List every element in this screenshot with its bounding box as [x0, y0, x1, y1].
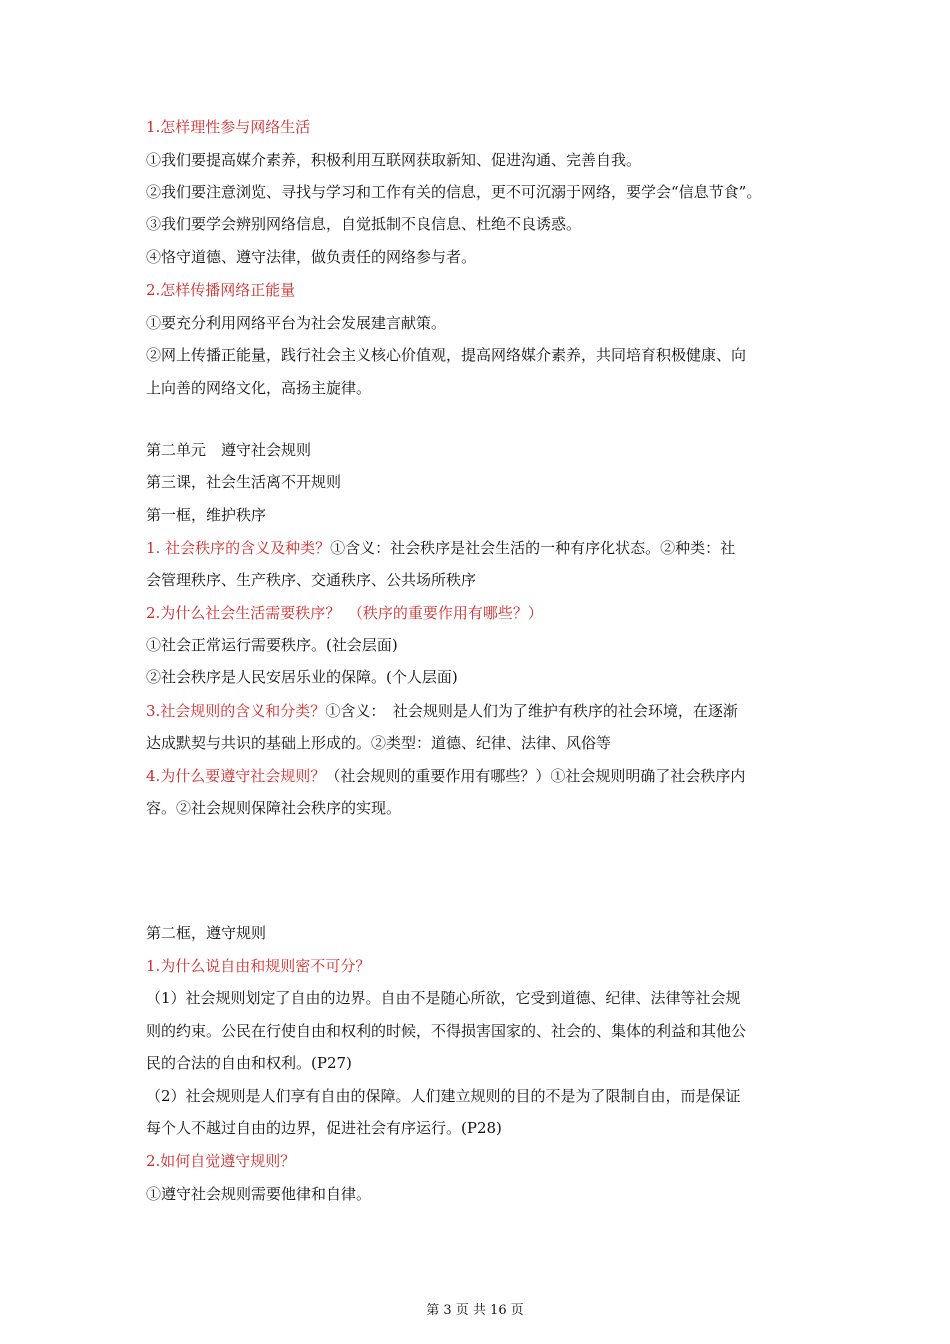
- frame-title: 第二框，遵守规则: [146, 924, 267, 942]
- question-heading: 2.如何自觉遵守规则？: [146, 1152, 296, 1170]
- paragraph-line: [146, 538, 826, 558]
- paragraph-line: ①我们要提高媒介素养，积极利用互联网获取新知、促进沟通、完善自我。: [146, 151, 642, 169]
- paragraph-line: ①要充分利用网络平台为社会发展建言献策。: [146, 314, 447, 332]
- paragraph-line: （2）社会规则是人们享有自由的保障。人们建立规则的目的不是为了限制自由，而是保证: [146, 1087, 741, 1105]
- paragraph-line: 民的合法的自由和权利。(P27): [146, 1054, 352, 1072]
- paragraph-line: 会管理秩序、生产秩序、交通秩序、公共场所秩序: [146, 571, 477, 589]
- question-heading: 2.为什么社会生活需要秩序？ （秩序的重要作用有哪些？）: [146, 604, 543, 622]
- paragraph-line: 每个人不越过自由的边界，促进社会有序运行。(P28): [146, 1119, 502, 1137]
- paragraph-line: ②社会秩序是人民安居乐业的保障。(个人层面): [146, 668, 458, 686]
- paragraph-line: ④恪守道德、遵守法律，做负责任的网络参与者。: [146, 248, 477, 266]
- paragraph-line: ①社会正常运行需要秩序。(社会层面): [146, 636, 398, 654]
- paragraph-line: ②网上传播正能量，践行社会主义核心价值观，提高网络媒介素养，共同培育积极健康、向: [146, 346, 747, 364]
- question-heading: 4.为什么要遵守社会规则？: [146, 767, 326, 785]
- question-heading: 1.为什么说自由和规则密不可分？: [146, 957, 371, 975]
- lesson-title: 第三课，社会生活离不开规则: [146, 473, 342, 491]
- frame-title: 第一框，维护秩序: [146, 506, 267, 524]
- paragraph-line: 达成默契与共识的基础上形成的。②类型：道德、纪律、法律、风俗等: [146, 734, 612, 752]
- paragraph-line: 则的约束。公民在行使自由和权利的时候，不得损害国家的、社会的、集体的利益和其他公: [146, 1022, 747, 1040]
- paragraph-line: （1）社会规则划定了自由的边界。自由不是随心所欲，它受到道德、纪律、法律等社会规: [146, 989, 741, 1007]
- paragraph-line: 上向善的网络文化，高扬主旋律。: [146, 379, 372, 397]
- page-number: 第 3 页 共 16 页: [426, 1303, 524, 1318]
- question-heading: 2.怎样传播网络正能量: [146, 281, 296, 299]
- answer-text: ①含义： 社会规则是人们为了维护有秩序的社会环境，在逐渐: [325, 702, 738, 720]
- paragraph-line: ②我们要注意浏览、寻找与学习和工作有关的信息，更不可沉溺于网络，要学会“信息节食”。: [146, 183, 762, 201]
- question-heading: 1.怎样理性参与网络生活: [146, 118, 311, 136]
- question-heading: 1. 社会秩序的含义及种类？: [146, 539, 331, 557]
- paragraph-line: ①遵守社会规则需要他律和自律。: [146, 1185, 372, 1203]
- answer-text: ①含义：社会秩序是社会生活的一种有序化状态。②种类：社: [330, 539, 736, 557]
- answer-text: （社会规则的重要作用有哪些？）①社会规则明确了社会秩序内: [325, 767, 746, 785]
- paragraph-line: [146, 701, 826, 721]
- question-heading: 3.社会规则的含义和分类？: [146, 702, 326, 720]
- paragraph-line: [146, 766, 826, 786]
- paragraph-line: ③我们要学会辨别网络信息，自觉抵制不良信息、杜绝不良诱惑。: [146, 215, 582, 233]
- unit-title: 第二单元 遵守社会规则: [146, 441, 312, 459]
- paragraph-line: 容。②社会规则保障社会秩序的实现。: [146, 799, 402, 817]
